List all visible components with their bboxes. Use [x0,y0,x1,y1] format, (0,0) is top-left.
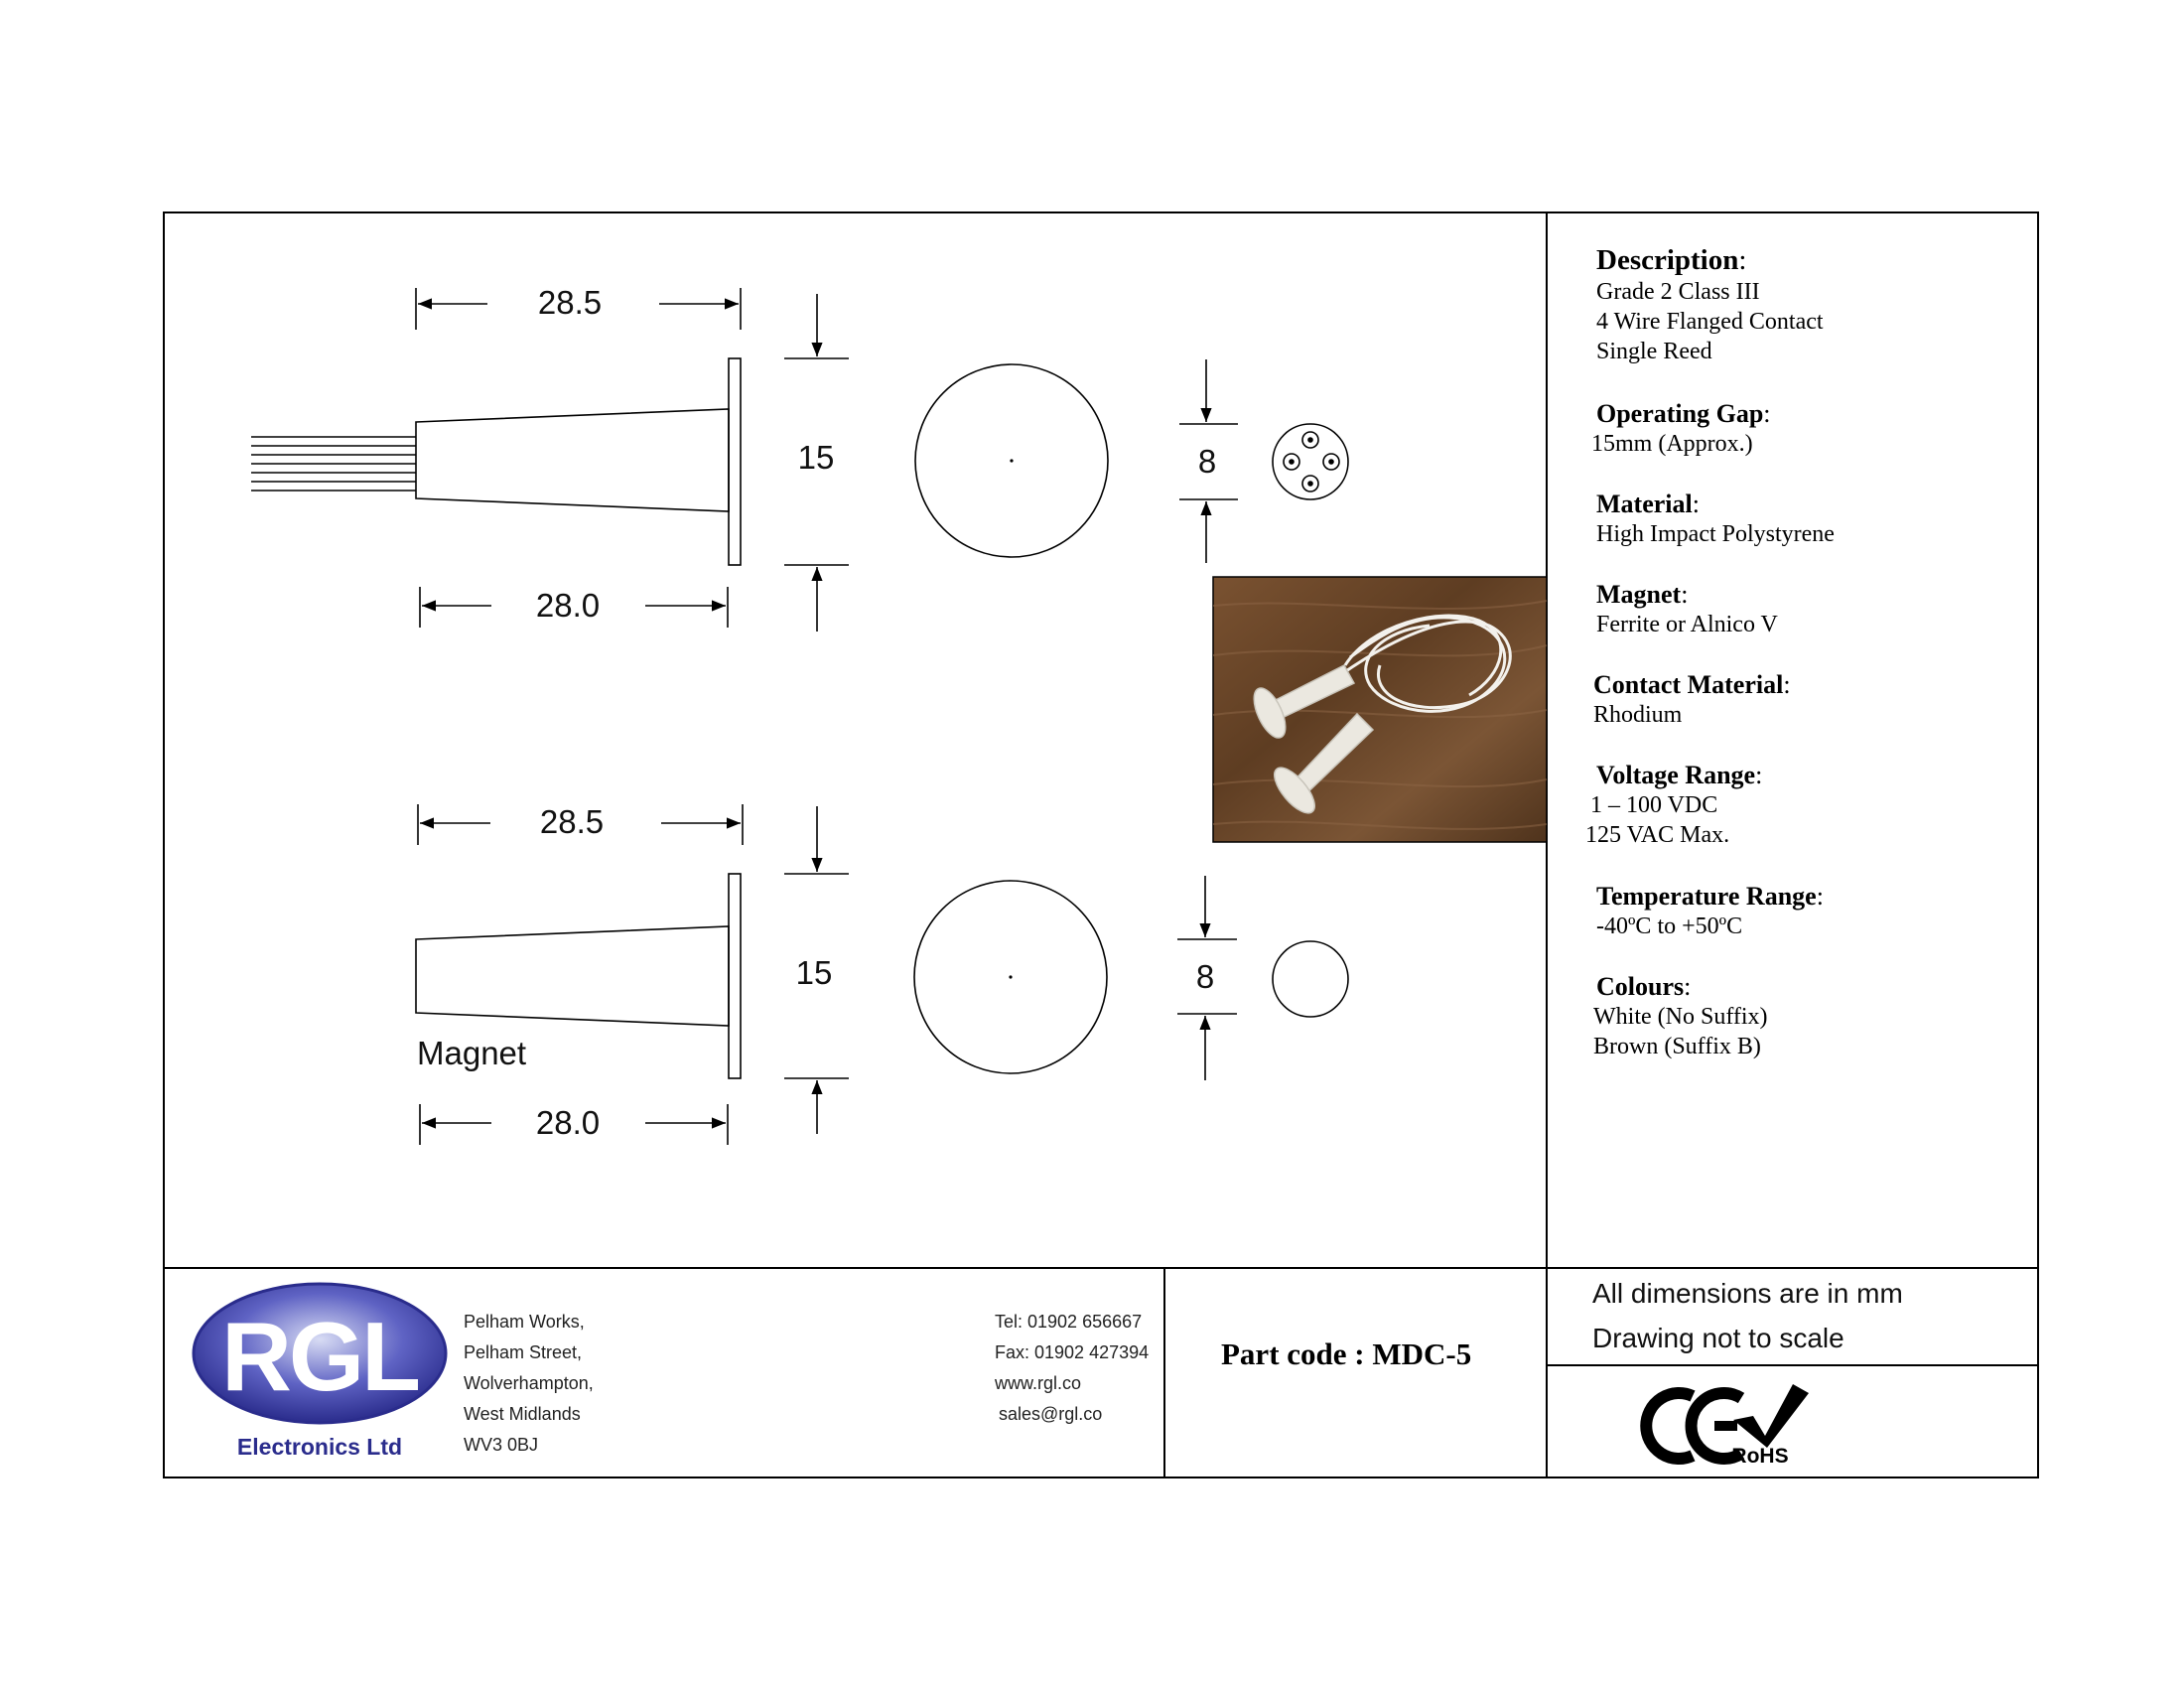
logo-subtitle: Electronics Ltd [236,1434,403,1460]
spec-contact-material-label: Contact Material [1593,670,1784,699]
company-contact [995,1307,1149,1430]
spec-colours-line-2: Brown (Suffix B) [1593,1034,1761,1059]
spec-temperature-range: Temperature Range: -40ºC to +50ºC [1596,882,1824,939]
spec-magnet-value: Ferrite or Alnico V [1596,612,1778,637]
spec-temperature-range-label: Temperature Range [1596,882,1817,911]
rohs-mark [1731,1384,1809,1468]
contact-phone: Tel: 01902 656667 [995,1312,1143,1332]
contact-side-view [251,358,741,565]
spec-colours-label: Colours [1596,972,1685,1001]
contact-email: sales@rgl.co [999,1404,1103,1424]
rohs-text: RoHS [1731,1445,1789,1468]
spec-colours: Colours: White (No Suffix) Brown (Suffix B) [1593,972,1768,1059]
spec-description-line-3: Single Reed [1596,339,1712,364]
spec-voltage-range-line-1: 1 – 100 VDC [1590,792,1718,818]
contact-flange-height-label: 15 [797,439,835,476]
spec-material: Material: High Impact Polystyrene [1596,490,1835,547]
spec-contact-material-value: Rhodium [1593,702,1683,728]
spec-description-line-2: 4 Wire Flanged Contact [1596,309,1824,335]
spec-voltage-range-label: Voltage Range [1596,761,1756,789]
spec-operating-gap: Operating Gap: 15mm (Approx.) [1591,399,1771,457]
magnet-flange-end-view [914,881,1107,1073]
spec-material-value: High Impact Polystyrene [1596,521,1835,547]
spec-colours-line-1: White (No Suffix) [1593,1004,1768,1030]
product-photo [1213,577,1547,842]
note-scale: Drawing not to scale [1592,1323,1844,1353]
spec-description-label: Description [1596,244,1739,276]
contact-flange-end-view [915,364,1108,557]
magnet-label: Magnet [417,1035,527,1071]
spec-magnet: Magnet: Ferrite or Alnico V [1596,580,1778,637]
spec-magnet-label: Magnet [1596,580,1682,609]
drawing-notes [1592,1271,1903,1360]
spec-voltage-range: Voltage Range: 1 – 100 VDC 125 VAC Max. [1585,761,1763,848]
magnet-face-diameter-label: 8 [1195,958,1215,995]
magnet-length-top-label: 28.5 [539,803,605,840]
spec-operating-gap-label: Operating Gap [1596,399,1764,428]
spec-contact-material: Contact Material: Rhodium [1593,670,1791,728]
spec-material-label: Material [1596,490,1693,518]
address-line-2: Pelham Street, [464,1342,583,1362]
contact-website: www.rgl.co [995,1373,1082,1393]
address-line-4: West Midlands [464,1404,581,1424]
spec-operating-gap-value: 15mm (Approx.) [1591,431,1753,457]
rgl-logo [194,1284,446,1460]
spec-description-line-1: Grade 2 Class III [1596,279,1760,305]
contact-wire-end-view [1273,424,1348,499]
magnet-flange-height-label: 15 [795,954,833,991]
contact-length-top-label: 28.5 [537,284,603,321]
spec-voltage-range-line-2: 125 VAC Max. [1585,822,1730,848]
spec-temperature-range-value: -40ºC to +50ºC [1596,914,1743,939]
address-line-5: WV3 0BJ [464,1435,539,1455]
contact-length-bottom-label: 28.0 [535,587,601,624]
note-dimensions: All dimensions are in mm [1592,1278,1903,1309]
contact-face-diameter-label: 8 [1197,443,1217,480]
part-code: Part code : MDC-5 [1221,1336,1472,1371]
address-line-3: Wolverhampton, [464,1373,594,1393]
company-address [464,1307,594,1461]
contact-fax: Fax: 01902 427394 [995,1342,1150,1362]
address-line-1: Pelham Works, [464,1312,585,1332]
spec-description: Description: Grade 2 Class III 4 Wire Flanged Contact Single Reed [1596,244,1824,364]
magnet-length-bottom-label: 28.0 [535,1104,601,1141]
logo-text: RGL [221,1302,418,1411]
magnet-face-end-view [1273,941,1348,1017]
